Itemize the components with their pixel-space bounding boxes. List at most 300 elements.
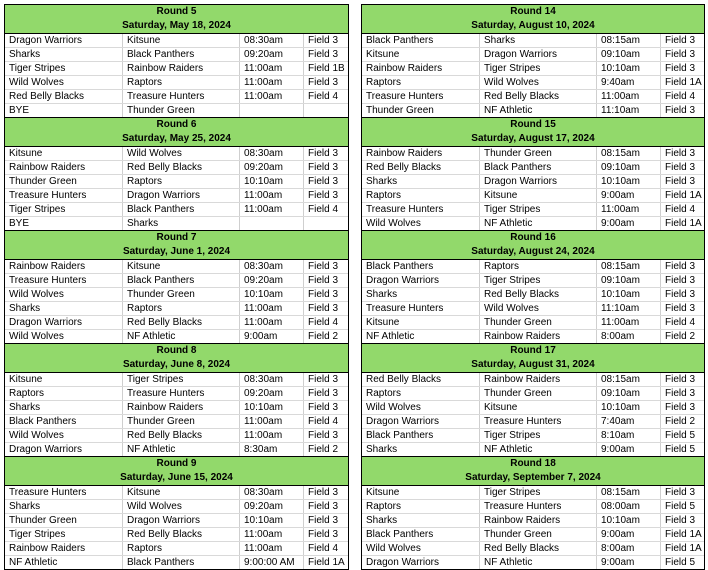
time-cell[interactable]: 10:10am xyxy=(597,514,661,528)
home-team-cell[interactable]: Rainbow Raiders xyxy=(362,62,480,76)
home-team-cell[interactable]: Sharks xyxy=(362,288,480,302)
round-title: Round 17 xyxy=(510,345,556,356)
home-team-cell[interactable]: Thunder Green xyxy=(5,514,123,528)
away-team-cell[interactable]: Kitsune xyxy=(123,34,240,48)
home-team-cell[interactable]: NF Athletic xyxy=(362,330,480,344)
field-cell[interactable]: Field 1A xyxy=(308,557,345,568)
away-team-cell[interactable]: NF Athletic xyxy=(480,556,597,570)
time-cell[interactable]: 08:30am xyxy=(240,373,304,387)
table-row xyxy=(362,316,704,330)
round-block xyxy=(361,231,705,344)
home-team-cell[interactable]: Treasure Hunters xyxy=(5,189,123,203)
home-team-cell[interactable]: NF Athletic xyxy=(5,556,123,570)
field-cell[interactable]: Field 3 xyxy=(304,175,349,189)
home-team-cell[interactable]: Treasure Hunters xyxy=(362,302,480,316)
games-table xyxy=(362,486,704,569)
away-team-cell[interactable]: Red Belly Blacks xyxy=(480,542,597,556)
time-cell[interactable]: 09:10am xyxy=(597,161,661,175)
time-cell[interactable]: 09:20am xyxy=(240,387,304,401)
away-team-cell[interactable]: Thunder Green xyxy=(480,147,597,161)
time-cell[interactable]: 08:15am xyxy=(597,373,661,387)
time-cell[interactable]: 11:00am xyxy=(597,203,661,217)
field-cell[interactable]: Field 5 xyxy=(665,557,696,568)
away-team-cell[interactable]: Dragon Warriors xyxy=(123,514,240,528)
time-cell[interactable]: 10:10am xyxy=(597,401,661,415)
time-cell[interactable]: 11:00am xyxy=(240,429,304,443)
home-team-cell[interactable]: Wild Wolves xyxy=(5,76,123,90)
away-team-cell[interactable]: NF Athletic xyxy=(123,330,240,344)
field-cell[interactable]: Field 3 xyxy=(304,288,349,302)
home-team-cell[interactable]: Raptors xyxy=(362,500,480,514)
round-header xyxy=(362,118,704,147)
games-table xyxy=(362,373,704,456)
field-cell[interactable]: Field 3 xyxy=(304,34,349,48)
field-cell[interactable]: Field 3 xyxy=(661,48,705,62)
table-row xyxy=(362,175,704,189)
field-cell[interactable]: Field 1A xyxy=(665,218,702,229)
time-cell[interactable]: 08:15am xyxy=(597,147,661,161)
away-team-cell[interactable]: Tiger Stripes xyxy=(480,274,597,288)
away-team-cell[interactable]: Black Panthers xyxy=(480,161,597,175)
away-team-cell[interactable]: Rainbow Raiders xyxy=(480,330,597,344)
away-team-cell[interactable]: Sharks xyxy=(480,34,597,48)
home-team-cell[interactable]: Sharks xyxy=(362,443,480,457)
time-cell[interactable]: 08:00am xyxy=(597,500,661,514)
home-team-cell[interactable]: Rainbow Raiders xyxy=(5,161,123,175)
field-cell[interactable]: Field 3 xyxy=(661,288,705,302)
home-team-cell[interactable]: Treasure Hunters xyxy=(362,90,480,104)
home-team-cell[interactable]: Black Panthers xyxy=(362,34,480,48)
home-team-cell[interactable]: Sharks xyxy=(362,514,480,528)
away-team-cell[interactable]: Wild Wolves xyxy=(123,147,240,161)
away-team-cell[interactable]: Red Belly Blacks xyxy=(480,90,597,104)
table-row xyxy=(5,415,348,429)
table-row xyxy=(362,542,704,556)
games-table xyxy=(5,34,348,117)
time-cell[interactable]: 9:00am xyxy=(597,217,661,231)
time-cell[interactable]: 09:20am xyxy=(240,500,304,514)
home-team-cell[interactable]: Red Belly Blacks xyxy=(362,161,480,175)
round-date: Saturday, August 17, 2024 xyxy=(471,133,595,144)
time-cell[interactable]: 10:10am xyxy=(240,514,304,528)
field-cell[interactable]: Field 3 xyxy=(304,260,349,274)
away-team-cell[interactable]: Thunder Green xyxy=(480,528,597,542)
time-cell[interactable]: 9:00am xyxy=(597,556,661,570)
home-team-cell[interactable]: Wild Wolves xyxy=(5,330,123,344)
field-cell[interactable]: Field 3 xyxy=(661,161,705,175)
away-team-cell[interactable]: Kitsune xyxy=(480,189,597,203)
away-team-cell[interactable]: Rainbow Raiders xyxy=(123,62,240,76)
home-team-cell[interactable]: Thunder Green xyxy=(5,175,123,189)
home-team-cell[interactable]: Sharks xyxy=(5,302,123,316)
table-row xyxy=(362,90,704,104)
time-cell[interactable]: 09:10am xyxy=(597,274,661,288)
away-team-cell[interactable]: NF Athletic xyxy=(123,443,240,457)
away-team-cell[interactable]: Tiger Stripes xyxy=(480,203,597,217)
field-cell[interactable]: Field 1A xyxy=(661,542,705,556)
field-cell[interactable]: Field 3 xyxy=(304,514,349,528)
away-team-cell[interactable]: Red Belly Blacks xyxy=(123,316,240,330)
home-team-cell[interactable]: BYE xyxy=(5,217,123,231)
time-cell[interactable]: 08:15am xyxy=(597,260,661,274)
table-row xyxy=(362,528,704,542)
time-cell[interactable]: 10:10am xyxy=(240,401,304,415)
field-cell[interactable]: Field 3 xyxy=(304,48,349,62)
home-team-cell[interactable]: Treasure Hunters xyxy=(5,486,123,500)
away-team-cell[interactable]: Tiger Stripes xyxy=(123,373,240,387)
table-row xyxy=(362,62,704,76)
round-block xyxy=(4,118,349,231)
away-team-cell[interactable]: Treasure Hunters xyxy=(480,500,597,514)
games-table xyxy=(362,260,704,343)
home-team-cell[interactable]: Dragon Warriors xyxy=(5,316,123,330)
field-cell[interactable]: Field 3 xyxy=(661,302,705,316)
round-title: Round 8 xyxy=(156,345,197,356)
home-team-cell[interactable]: Rainbow Raiders xyxy=(5,542,123,556)
home-team-cell[interactable]: Black Panthers xyxy=(362,429,480,443)
time-cell[interactable] xyxy=(240,217,304,231)
time-cell[interactable]: 11:00am xyxy=(597,316,661,330)
table-row xyxy=(5,147,348,161)
away-team-cell[interactable]: Raptors xyxy=(123,175,240,189)
games-table xyxy=(5,373,348,456)
round-title: Round 16 xyxy=(510,232,556,243)
field-cell[interactable]: Field 3 xyxy=(661,260,705,274)
home-team-cell[interactable]: Kitsune xyxy=(362,48,480,62)
home-team-cell[interactable]: Kitsune xyxy=(5,147,123,161)
home-team-cell[interactable]: Tiger Stripes xyxy=(5,528,123,542)
time-cell[interactable]: 11:00am xyxy=(240,528,304,542)
home-team-cell[interactable]: Raptors xyxy=(5,387,123,401)
time-cell[interactable]: 08:30am xyxy=(240,486,304,500)
away-team-cell[interactable]: Rainbow Raiders xyxy=(480,373,597,387)
time-cell[interactable]: 08:30am xyxy=(240,260,304,274)
home-team-cell[interactable]: Raptors xyxy=(362,76,480,90)
time-cell[interactable]: 09:10am xyxy=(597,387,661,401)
time-cell[interactable]: 11:10am xyxy=(597,104,661,118)
time-cell[interactable]: 9:00am xyxy=(597,443,661,457)
round-block xyxy=(4,344,349,457)
time-cell[interactable]: 09:20am xyxy=(240,274,304,288)
field-cell[interactable]: Field 4 xyxy=(661,203,705,217)
time-cell[interactable]: 11:00am xyxy=(240,90,304,104)
table-row xyxy=(362,401,704,415)
away-team-cell[interactable]: Rainbow Raiders xyxy=(123,401,240,415)
time-cell[interactable]: 09:20am xyxy=(240,161,304,175)
table-row xyxy=(362,161,704,175)
field-cell[interactable]: Field 3 xyxy=(661,373,705,387)
field-cell[interactable]: Field 5 xyxy=(665,444,696,455)
table-row xyxy=(5,401,348,415)
home-team-cell[interactable]: Dragon Warriors xyxy=(5,34,123,48)
away-team-cell[interactable]: Raptors xyxy=(123,302,240,316)
table-row xyxy=(5,90,348,104)
games-table xyxy=(5,260,348,343)
away-team-cell[interactable]: Raptors xyxy=(123,542,240,556)
field-cell[interactable]: Field 3 xyxy=(304,189,349,203)
away-team-cell[interactable]: Red Belly Blacks xyxy=(480,288,597,302)
away-team-cell[interactable]: Red Belly Blacks xyxy=(123,528,240,542)
table-row xyxy=(362,486,704,500)
table-row xyxy=(5,330,348,344)
time-cell[interactable]: 7:40am xyxy=(597,415,661,429)
table-row xyxy=(5,387,348,401)
field-cell[interactable]: Field 3 xyxy=(661,387,705,401)
away-team-cell[interactable]: Sharks xyxy=(123,217,240,231)
away-team-cell[interactable]: Thunder Green xyxy=(480,387,597,401)
time-cell[interactable]: 11:00am xyxy=(240,542,304,556)
table-row xyxy=(362,429,704,443)
home-team-cell[interactable]: Black Panthers xyxy=(5,415,123,429)
home-team-cell[interactable]: Wild Wolves xyxy=(362,542,480,556)
field-cell[interactable]: Field 4 xyxy=(304,542,349,556)
away-team-cell[interactable]: Black Panthers xyxy=(123,556,240,570)
time-cell[interactable]: 11:00am xyxy=(240,189,304,203)
time-cell[interactable]: 09:10am xyxy=(597,48,661,62)
home-team-cell[interactable]: Kitsune xyxy=(5,373,123,387)
time-cell[interactable]: 8:10am xyxy=(597,429,661,443)
field-cell[interactable]: Field 4 xyxy=(304,415,349,429)
round-block xyxy=(361,457,705,570)
field-cell[interactable]: Field 3 xyxy=(304,500,349,514)
field-cell[interactable]: Field 3 xyxy=(661,147,705,161)
away-team-cell[interactable]: Tiger Stripes xyxy=(480,62,597,76)
home-team-cell[interactable]: Kitsune xyxy=(362,316,480,330)
home-team-cell[interactable]: Sharks xyxy=(5,48,123,62)
table-row xyxy=(5,542,348,556)
time-cell[interactable]: 9:00am xyxy=(597,189,661,203)
home-team-cell[interactable]: Red Belly Blacks xyxy=(362,373,480,387)
away-team-cell[interactable]: Black Panthers xyxy=(123,203,240,217)
round-date: Saturday, June 8, 2024 xyxy=(122,359,231,370)
away-team-cell[interactable]: Wild Wolves xyxy=(123,500,240,514)
away-team-cell[interactable]: Black Panthers xyxy=(123,48,240,62)
field-cell[interactable]: Field 3 xyxy=(665,105,696,116)
away-team-cell[interactable]: Kitsune xyxy=(123,486,240,500)
round-header xyxy=(5,457,348,486)
table-row xyxy=(5,62,348,76)
field-cell[interactable]: Field 4 xyxy=(304,203,349,217)
away-team-cell[interactable]: Tiger Stripes xyxy=(480,486,597,500)
time-cell[interactable]: 8:00am xyxy=(597,330,661,344)
time-cell[interactable]: 10:10am xyxy=(597,62,661,76)
away-team-cell[interactable]: Thunder Green xyxy=(123,415,240,429)
time-cell[interactable]: 11:00am xyxy=(597,90,661,104)
round-header xyxy=(5,344,348,373)
time-cell[interactable]: 11:00am xyxy=(240,203,304,217)
home-team-cell[interactable]: Tiger Stripes xyxy=(5,62,123,76)
time-cell[interactable]: 11:00am xyxy=(240,76,304,90)
away-team-cell[interactable]: NF Athletic xyxy=(480,104,597,118)
time-cell[interactable]: 08:15am xyxy=(597,34,661,48)
table-row xyxy=(362,500,704,514)
time-cell[interactable]: 9:40am xyxy=(597,76,661,90)
away-team-cell[interactable]: NF Athletic xyxy=(480,443,597,457)
away-team-cell[interactable]: Wild Wolves xyxy=(480,76,597,90)
away-team-cell[interactable]: Red Belly Blacks xyxy=(123,429,240,443)
home-team-cell[interactable]: Kitsune xyxy=(362,486,480,500)
away-team-cell[interactable]: Thunder Green xyxy=(123,104,240,118)
table-row xyxy=(5,274,348,288)
field-cell[interactable]: Field 3 xyxy=(304,161,349,175)
away-team-cell[interactable]: Treasure Hunters xyxy=(480,415,597,429)
table-row xyxy=(362,189,704,203)
time-cell[interactable]: 10:10am xyxy=(240,175,304,189)
field-cell[interactable]: Field 3 xyxy=(304,401,349,415)
home-team-cell[interactable]: Treasure Hunters xyxy=(362,203,480,217)
table-row xyxy=(362,288,704,302)
round-date: Saturday, September 7, 2024 xyxy=(465,472,601,483)
away-team-cell[interactable]: NF Athletic xyxy=(480,217,597,231)
home-team-cell[interactable]: Wild Wolves xyxy=(5,429,123,443)
home-team-cell[interactable]: Treasure Hunters xyxy=(5,274,123,288)
field-cell[interactable]: Field 3 xyxy=(304,528,349,542)
round-date: Saturday, August 10, 2024 xyxy=(471,20,595,31)
table-row xyxy=(362,147,704,161)
home-team-cell[interactable]: Sharks xyxy=(5,500,123,514)
field-cell[interactable]: Field 4 xyxy=(661,90,705,104)
away-team-cell[interactable]: Kitsune xyxy=(123,260,240,274)
field-cell[interactable]: Field 3 xyxy=(661,401,705,415)
table-row xyxy=(362,415,704,429)
table-row xyxy=(5,217,348,231)
round-date: Saturday, May 25, 2024 xyxy=(122,133,231,144)
field-cell[interactable]: Field 5 xyxy=(661,500,705,514)
field-cell[interactable]: Field 4 xyxy=(304,316,349,330)
table-row xyxy=(5,443,348,457)
games-table xyxy=(5,486,348,569)
time-cell[interactable]: 11:00am xyxy=(240,302,304,316)
table-row xyxy=(5,486,348,500)
table-row xyxy=(5,429,348,443)
table-row xyxy=(362,48,704,62)
field-cell[interactable]: Field 3 xyxy=(304,302,349,316)
time-cell[interactable] xyxy=(240,104,304,118)
time-cell[interactable]: 11:10am xyxy=(597,302,661,316)
home-team-cell[interactable]: Sharks xyxy=(362,175,480,189)
field-cell[interactable]: Field 1A xyxy=(661,189,705,203)
round-block xyxy=(361,344,705,457)
home-team-cell[interactable]: Wild Wolves xyxy=(362,401,480,415)
field-cell[interactable]: Field 3 xyxy=(304,429,349,443)
round-header xyxy=(5,118,348,147)
time-cell[interactable]: 9:00am xyxy=(240,330,304,344)
field-cell[interactable]: Field 1A xyxy=(661,76,705,90)
time-cell[interactable]: 10:10am xyxy=(240,288,304,302)
field-cell[interactable]: Field 4 xyxy=(661,316,705,330)
time-cell[interactable]: 09:20am xyxy=(240,48,304,62)
field-cell[interactable]: Field 2 xyxy=(661,415,705,429)
time-cell[interactable]: 11:00am xyxy=(240,415,304,429)
field-cell[interactable]: Field 3 xyxy=(661,175,705,189)
time-cell[interactable]: 9:00am xyxy=(597,528,661,542)
time-cell[interactable]: 10:10am xyxy=(597,175,661,189)
time-cell[interactable]: 08:15am xyxy=(597,486,661,500)
time-cell[interactable]: 11:00am xyxy=(240,62,304,76)
time-cell[interactable]: 11:00am xyxy=(240,316,304,330)
table-row xyxy=(5,76,348,90)
field-cell[interactable] xyxy=(304,217,349,231)
home-team-cell[interactable]: Dragon Warriors xyxy=(362,274,480,288)
field-cell[interactable]: Field 2 xyxy=(308,444,339,455)
field-cell[interactable]: Field 3 xyxy=(304,486,349,500)
table-row xyxy=(5,500,348,514)
field-cell[interactable]: Field 3 xyxy=(304,147,349,161)
field-cell[interactable]: Field 3 xyxy=(304,373,349,387)
time-cell[interactable]: 08:30am xyxy=(240,147,304,161)
home-team-cell[interactable]: Black Panthers xyxy=(362,260,480,274)
away-team-cell[interactable]: Dragon Warriors xyxy=(123,189,240,203)
home-team-cell[interactable]: Tiger Stripes xyxy=(5,203,123,217)
field-cell[interactable]: Field 1B xyxy=(304,62,349,76)
home-team-cell[interactable]: Wild Wolves xyxy=(362,217,480,231)
round-block xyxy=(361,118,705,231)
home-team-cell[interactable]: Raptors xyxy=(362,387,480,401)
away-team-cell[interactable]: Thunder Green xyxy=(123,288,240,302)
home-team-cell[interactable]: Raptors xyxy=(362,189,480,203)
round-block xyxy=(4,4,349,118)
home-team-cell[interactable]: Sharks xyxy=(5,401,123,415)
field-cell[interactable]: Field 4 xyxy=(304,90,349,104)
field-cell[interactable]: Field 3 xyxy=(661,274,705,288)
time-cell[interactable]: 8:30am xyxy=(240,443,304,457)
home-team-cell[interactable]: Rainbow Raiders xyxy=(5,260,123,274)
time-cell[interactable]: 9:00:00 AM xyxy=(240,556,304,570)
away-team-cell[interactable]: Red Belly Blacks xyxy=(123,161,240,175)
home-team-cell[interactable]: BYE xyxy=(5,104,123,118)
table-row xyxy=(362,387,704,401)
field-cell[interactable]: Field 3 xyxy=(661,62,705,76)
field-cell[interactable] xyxy=(304,104,349,118)
away-team-cell[interactable]: Treasure Hunters xyxy=(123,387,240,401)
home-team-cell[interactable]: Red Belly Blacks xyxy=(5,90,123,104)
away-team-cell[interactable]: Black Panthers xyxy=(123,274,240,288)
time-cell[interactable]: 08:30am xyxy=(240,34,304,48)
field-cell[interactable]: Field 3 xyxy=(661,486,705,500)
away-team-cell[interactable]: Wild Wolves xyxy=(480,302,597,316)
field-cell[interactable]: Field 1A xyxy=(661,528,705,542)
field-cell[interactable]: Field 3 xyxy=(304,387,349,401)
field-cell[interactable]: Field 3 xyxy=(304,274,349,288)
away-team-cell[interactable]: Treasure Hunters xyxy=(123,90,240,104)
field-cell[interactable]: Field 2 xyxy=(665,331,696,342)
away-team-cell[interactable]: Rainbow Raiders xyxy=(480,514,597,528)
away-team-cell[interactable]: Dragon Warriors xyxy=(480,48,597,62)
field-cell[interactable]: Field 2 xyxy=(308,331,339,342)
home-team-cell[interactable]: Dragon Warriors xyxy=(5,443,123,457)
field-cell[interactable]: Field 3 xyxy=(661,34,705,48)
field-cell[interactable]: Field 3 xyxy=(661,514,705,528)
home-team-cell[interactable]: Dragon Warriors xyxy=(362,415,480,429)
time-cell[interactable]: 8:00am xyxy=(597,542,661,556)
away-team-cell[interactable]: Raptors xyxy=(480,260,597,274)
field-cell[interactable]: Field 3 xyxy=(304,76,349,90)
home-team-cell[interactable]: Dragon Warriors xyxy=(362,556,480,570)
home-team-cell[interactable]: Black Panthers xyxy=(362,528,480,542)
away-team-cell[interactable]: Dragon Warriors xyxy=(480,175,597,189)
home-team-cell[interactable]: Rainbow Raiders xyxy=(362,147,480,161)
time-cell[interactable]: 10:10am xyxy=(597,288,661,302)
away-team-cell[interactable]: Thunder Green xyxy=(480,316,597,330)
field-cell[interactable]: Field 5 xyxy=(661,429,705,443)
round-block xyxy=(4,231,349,344)
away-team-cell[interactable]: Raptors xyxy=(123,76,240,90)
away-team-cell[interactable]: Kitsune xyxy=(480,401,597,415)
home-team-cell[interactable]: Wild Wolves xyxy=(5,288,123,302)
away-team-cell[interactable]: Tiger Stripes xyxy=(480,429,597,443)
home-team-cell[interactable]: Thunder Green xyxy=(362,104,480,118)
round-date: Saturday, June 15, 2024 xyxy=(120,472,233,483)
